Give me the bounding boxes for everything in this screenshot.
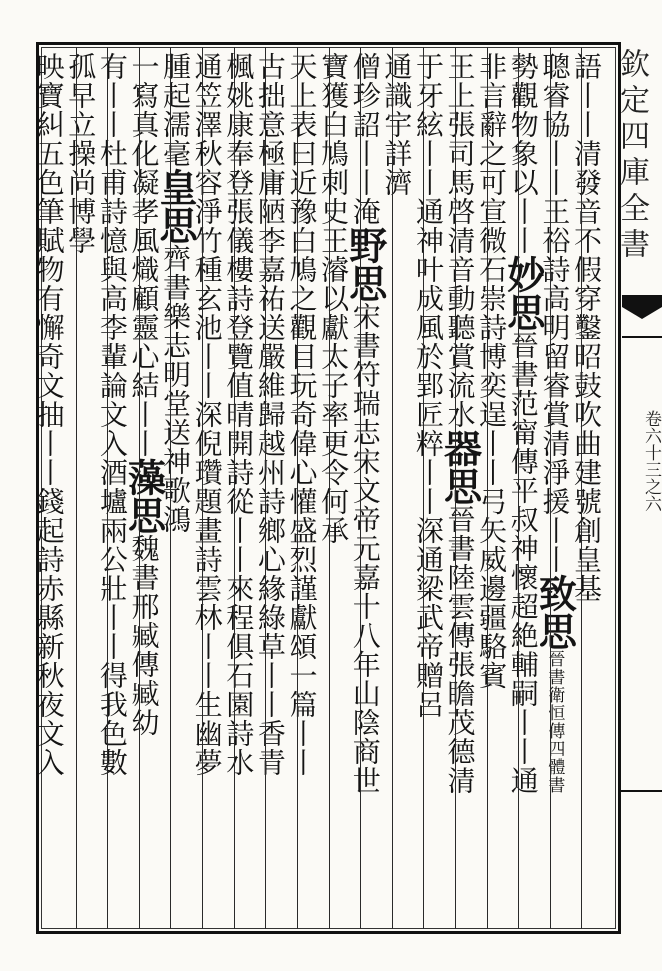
column-text: 王上張司馬啓清音動聽賞流水 [443, 52, 477, 429]
column-rule [265, 47, 266, 929]
text-column [437, 52, 485, 924]
column-text: 非言辭之可宣 [475, 52, 509, 226]
headword: 皇思 [153, 168, 199, 244]
column-rule [487, 47, 488, 929]
column-text: 齊書樂志明堂送神歌鴻 [159, 244, 193, 534]
text-column [569, 52, 611, 924]
text-column [190, 52, 232, 924]
text-column [153, 52, 200, 924]
column-rule [581, 47, 582, 929]
column-rule [170, 47, 171, 929]
column-text: 楓姚康奉登張儀樓詩登覽值晴開詩從丨丨來程俱石園詩水 [222, 52, 256, 777]
text-column [342, 52, 390, 924]
column-text: 晉書陸雲傳張瞻茂德清 [443, 505, 477, 795]
text-column [32, 52, 74, 924]
column-text: 微石崇詩博奕逞丨丨弓矢威邊疆駱賓 [475, 226, 509, 690]
margin-book-title: 欽定四庫全書 [614, 48, 649, 264]
text-column [475, 52, 517, 924]
column-rule [76, 47, 77, 929]
column-text: 通識宇詳濟 [380, 52, 414, 197]
margin-volume-number: 卷六十三之六 [641, 410, 661, 512]
headword: 致思 [532, 574, 578, 650]
fish-tail-mark-icon [622, 285, 662, 345]
headword: 器思 [437, 429, 483, 505]
column-rule [107, 47, 108, 929]
column-text: 古拙意極庸陋李嘉祐送嚴維歸越州詩鄉心緣綠草丨丨香青 [253, 52, 287, 777]
headword: 妙思 [500, 255, 546, 331]
column-rule [202, 47, 203, 929]
text-column [285, 52, 327, 924]
column-rule [234, 47, 235, 929]
text-column [64, 52, 106, 924]
text-column [95, 52, 137, 924]
text-column [411, 52, 453, 924]
column-text: 勢觀物象以丨丨 [506, 52, 540, 255]
column-text: 通笠澤秋容淨竹種玄池丨丨深倪瓚題畫詩雲林丨丨生幽夢 [190, 52, 224, 777]
text-column [253, 52, 295, 924]
text-column [380, 52, 422, 924]
column-text: 化凝孝風熾顧靈心結丨丨 [127, 139, 161, 458]
column-text: 有丨丨杜甫詩憶與高李輩論文入酒壚兩公壯丨丨得我色數 [95, 52, 129, 777]
column-text: 于牙絃丨丨通神叶成風於郢匠粹丨丨深通梁武帝贈呂 [411, 52, 445, 719]
column-rule [139, 47, 140, 929]
text-column [317, 52, 359, 924]
column-text: 聰睿協丨丨王𥙿詩高明留睿賞清淨援丨丨 [538, 52, 572, 574]
headword: 藻思 [121, 458, 167, 534]
column-text: 晉書范甯傳平叔神懷超絶輔嗣丨丨通 [506, 331, 540, 795]
column-text: 一寫真 [127, 52, 161, 139]
column-rule [392, 47, 393, 929]
text-column [500, 52, 548, 924]
column-text: 宋書符瑞志宋文帝元嘉十八年山陰商世 [348, 302, 382, 795]
column-text: 晉書衛恒傳四體書 [544, 650, 565, 794]
column-rule [423, 47, 424, 929]
text-column [532, 52, 580, 924]
column-rule [550, 47, 551, 929]
column-rule [329, 47, 330, 929]
column-text: 腫起濡毫 [159, 52, 193, 168]
column-rule [297, 47, 298, 929]
column-text: 天上表曰近豫白鳩之觀目玩奇偉心懽盛烈謹獻頌一篇丨丨 [285, 52, 319, 777]
column-text: 僧珍詔丨丨淹 [348, 52, 382, 226]
column-text: 孤早立操尚博學 [64, 52, 98, 255]
headword: 野思 [342, 226, 388, 302]
text-column [121, 52, 169, 924]
column-text: 映寶糾五色筆賦物有懈奇文抽丨丨錢起詩赤縣新秋夜文入 [32, 52, 66, 777]
column-text: 寶獲白鳩刺史王濬以獻太子率更令何承 [317, 52, 351, 545]
column-text: 語丨丨清發音不假穿鑿昭鼓吹曲建號創皇基 [569, 52, 603, 603]
margin-divider [621, 790, 662, 792]
column-text: 魏書邢臧傳臧幼 [127, 534, 161, 737]
column-rule [455, 47, 456, 929]
column-rule [360, 47, 361, 929]
column-rule [518, 47, 519, 929]
text-column [222, 52, 264, 924]
